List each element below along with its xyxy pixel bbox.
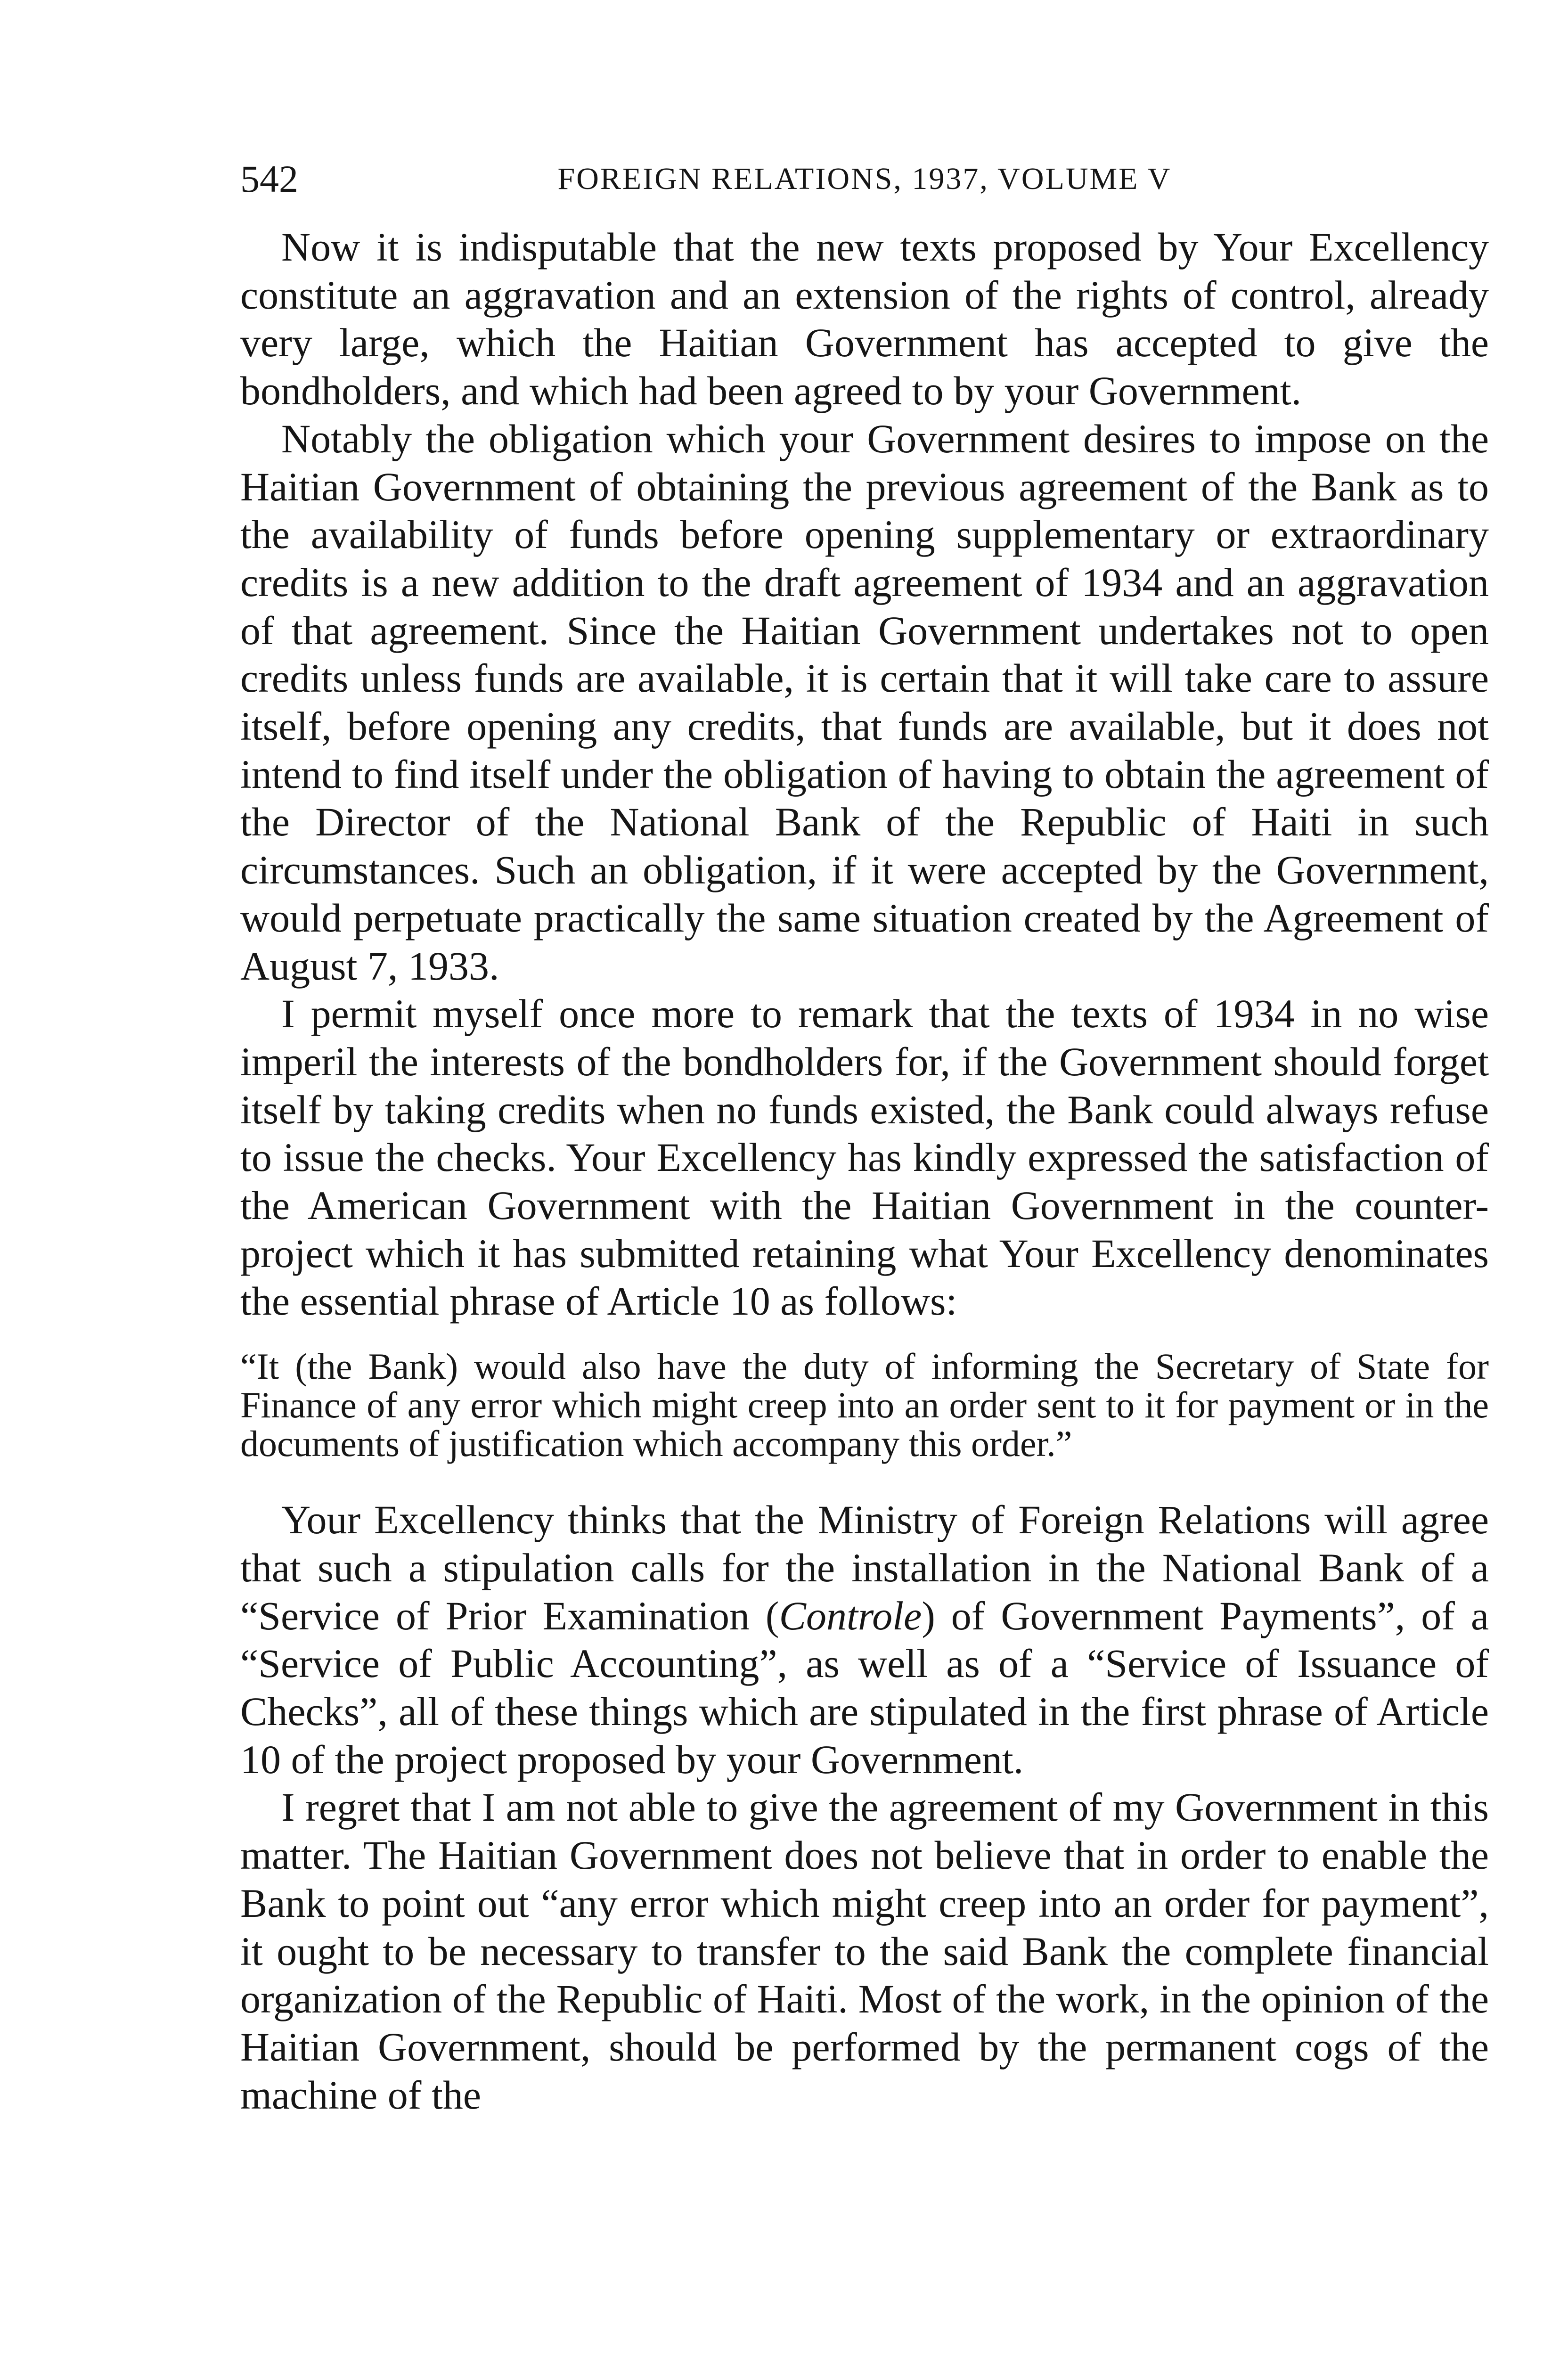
paragraph-2: Notably the obligation which your Government desires to impose on the Haitian Government of obtaining the previous agreement of the Bank as to the availability of funds before opening supplementary or extraordinary credits is a new addition to the draft agreement of 1934 and an aggravation of that agreement. Since the Haitian Government undertakes not to open credits unless funds are available, it is certain that it will take care to assure itself, before opening any credits, that funds are available, but it does not intend to find itself under the obligation of having to obtain the agreement of the Director of the National Bank of the Republic of Haiti in such circumstances. Such an obligation, if it were accepted by the Government, would perpetuate practically the same situation created by the Agreement of August 7, 1933. [240, 416, 1489, 989]
page-number: 542 [240, 157, 298, 200]
paragraph-3: I permit myself once more to remark that the texts of 1934 in no wise imperil the interests of the bondholders for, if the Government should forget itself by taking credits when no funds existed, the Bank could always refuse to issue the checks. Your Excellency has kindly expressed the satisfaction of the American Government with the Haitian Government in the counter-project which it has submitted retaining what Your Excellency denominates the essential phrase of Article 10 as follows: [240, 991, 1489, 1324]
document-page [240, 155, 1489, 2119]
paragraph-1: Now it is indisputable that the new texts proposed by Your Excellency constitute an aggravation and an extension of the rights of control, already very large, which the Haitian Government has accepted to give the bondholders, and which had been agreed to by your Government. [240, 224, 1489, 414]
paragraph-4-end: ) of Government Payments”, of a “Service of Public Accounting”, as well as of a “Service of Issuance of Checks”, all of these things which are stipulated in the first phrase of Article 10 of the project proposed by your Government. [240, 1593, 1489, 1782]
block-quote: “It (the Bank) would also have the duty of informing the Secretary of State for Finance of any error which might creep into an order sent to it for payment or in the documents of justification which accompany this order.” [240, 1346, 1489, 1464]
running-head: FOREIGN RELATIONS, 1937, VOLUME V [557, 162, 1172, 196]
paragraph-4 [240, 1496, 1489, 1783]
paragraph-4-start: Your Excellency thinks that the Ministry of Foreign Relations will agree that such a stipulation calls for the installation in the National Bank of a “Service of Prior Examination ( [240, 1497, 1489, 1638]
page-header [240, 155, 1489, 203]
paragraph-5: I regret that I am not able to give the agreement of my Government in this matter. The Haitian Government does not believe that in order to enable the Bank to point out “any error which might creep into an order for payment”, it ought to be necessary to transfer to the said Bank the complete financial organization of the Republic of Haiti. Most of the work, in the opinion of the Haitian Government, should be performed by the permanent cogs of the machine of the [240, 1784, 1489, 2118]
body-text [240, 223, 1489, 2119]
italic-term: Controle [779, 1593, 922, 1638]
